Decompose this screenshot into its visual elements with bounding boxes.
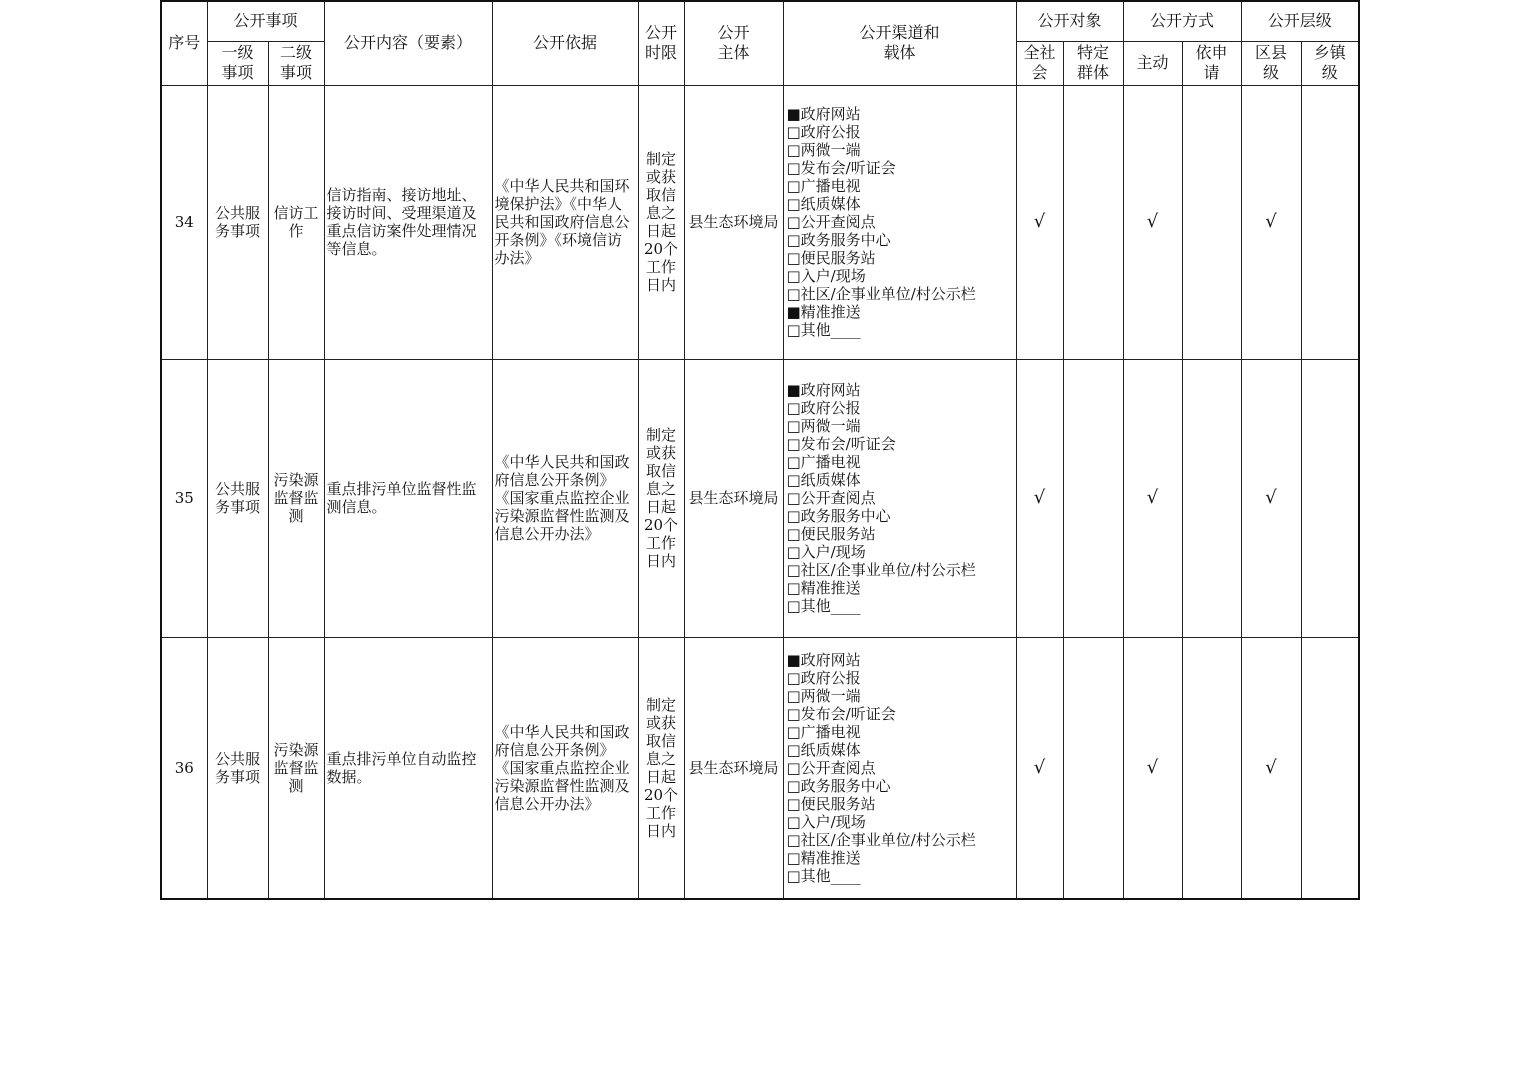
channel-option: □社区/企事业单位/村公示栏 <box>786 561 976 579</box>
channel-option: □入户/现场 <box>786 812 866 831</box>
cell-method-apply <box>1182 85 1241 359</box>
header-channels <box>783 1 1016 85</box>
cell-time-limit: 制定或获取信息之日起20个工作日内 <box>638 637 684 899</box>
channel-option: □政府公报 <box>786 668 861 687</box>
header-item-l2-text: 二级 事项 <box>279 43 312 82</box>
header-level: 公开层级 <box>1241 1 1359 41</box>
disclosure-table <box>160 0 1360 900</box>
channel-option: □政务服务中心 <box>786 231 891 249</box>
header-target-group <box>1063 41 1123 85</box>
channel-option: □发布会/听证会 <box>786 704 896 723</box>
cell-time-limit: 制定或获取信息之日起20个工作日内 <box>638 359 684 637</box>
header-target-all-text: 全社 会 <box>1023 43 1056 82</box>
table-row <box>161 85 1359 359</box>
cell-channels <box>783 637 1016 899</box>
channel-option: □社区/企事业单位/村公示栏 <box>786 830 976 849</box>
header-method-active: 主动 <box>1123 41 1182 85</box>
header-time-limit-text: 公开 时限 <box>644 23 677 63</box>
cell-time-limit: 制定或获取信息之日起20个工作日内 <box>638 85 684 359</box>
cell-l1: 公共服务事项 <box>207 359 268 637</box>
cell-method-active: √ <box>1123 637 1182 899</box>
cell-seq: 35 <box>161 359 207 637</box>
cell-method-apply <box>1182 359 1241 637</box>
cell-l1: 公共服务事项 <box>207 85 268 359</box>
header-method: 公开方式 <box>1123 1 1241 41</box>
header-basis: 公开依据 <box>492 1 638 85</box>
header-target: 公开对象 <box>1016 1 1123 41</box>
channel-option: □入户/现场 <box>786 267 866 285</box>
channel-option: □公开查阅点 <box>786 489 876 507</box>
channel-option: □便民服务站 <box>786 525 876 543</box>
cell-level-county: √ <box>1241 359 1301 637</box>
cell-level-town <box>1301 85 1359 359</box>
header-level-town <box>1301 41 1359 85</box>
channel-option: □政府公报 <box>786 399 861 417</box>
cell-l2: 污染源监督监测 <box>268 637 324 899</box>
channel-option: □精准推送 <box>786 579 861 597</box>
channel-option: □便民服务站 <box>786 794 876 813</box>
header-content: 公开内容（要素） <box>324 1 492 85</box>
channel-option: □精准推送 <box>786 848 861 867</box>
channel-option: □两微一端 <box>786 686 861 705</box>
cell-method-active: √ <box>1123 85 1182 359</box>
channel-option: ■精准推送 <box>786 303 861 321</box>
channel-option: □纸质媒体 <box>786 195 861 213</box>
cell-subject: 县生态环境局 <box>684 85 783 359</box>
cell-target-all: √ <box>1016 637 1063 899</box>
channel-option: □入户/现场 <box>786 543 866 561</box>
channel-option: □政府公报 <box>786 123 861 141</box>
cell-l2: 信访工作 <box>268 85 324 359</box>
channel-option: □纸质媒体 <box>786 471 861 489</box>
cell-method-apply <box>1182 637 1241 899</box>
header-method-apply-text: 依申 请 <box>1195 43 1228 82</box>
channel-option: ■政府网站 <box>786 381 861 399</box>
header-item-l2 <box>268 41 324 85</box>
channel-option: □便民服务站 <box>786 249 876 267</box>
table-row <box>161 637 1359 899</box>
channel-option: □社区/企事业单位/村公示栏 <box>786 285 976 303</box>
cell-target-group <box>1063 85 1123 359</box>
channel-option: ■政府网站 <box>786 650 861 669</box>
cell-seq: 36 <box>161 637 207 899</box>
cell-level-county: √ <box>1241 85 1301 359</box>
cell-target-group <box>1063 637 1123 899</box>
channel-option: □发布会/听证会 <box>786 159 896 177</box>
cell-content: 重点排污单位监督性监测信息。 <box>324 359 492 637</box>
cell-method-active: √ <box>1123 359 1182 637</box>
header-level-county-text: 区县 级 <box>1254 43 1287 82</box>
channel-option: □两微一端 <box>786 141 861 159</box>
cell-content: 信访指南、接访地址、接访时间、受理渠道及重点信访案件处理情况等信息。 <box>324 85 492 359</box>
cell-channels <box>783 85 1016 359</box>
cell-basis: 《中华人民共和国政府信息公开条例》《国家重点监控企业污染源监督性监测及信息公开办法》 <box>492 637 638 899</box>
channel-option: □两微一端 <box>786 417 861 435</box>
cell-seq: 34 <box>161 85 207 359</box>
cell-level-county: √ <box>1241 637 1301 899</box>
cell-level-town <box>1301 637 1359 899</box>
header-channels-text: 公开渠道和 载体 <box>859 23 940 63</box>
table-header <box>161 1 1359 85</box>
cell-subject: 县生态环境局 <box>684 359 783 637</box>
header-seq: 序号 <box>161 1 207 85</box>
channel-option: □纸质媒体 <box>786 740 861 759</box>
cell-channels <box>783 359 1016 637</box>
channel-option: □政务服务中心 <box>786 776 891 795</box>
header-item: 公开事项 <box>207 1 324 41</box>
header-target-all <box>1016 41 1063 85</box>
header-method-apply <box>1182 41 1241 85</box>
cell-basis: 《中华人民共和国政府信息公开条例》《国家重点监控企业污染源监督性监测及信息公开办法》 <box>492 359 638 637</box>
channel-option: □其他____ <box>786 866 861 885</box>
header-level-town-text: 乡镇 级 <box>1313 43 1346 82</box>
channel-option: □广播电视 <box>786 177 861 195</box>
channel-option: □发布会/听证会 <box>786 435 896 453</box>
cell-l2: 污染源监督监测 <box>268 359 324 637</box>
channel-option: □其他____ <box>786 321 861 339</box>
header-target-group-text: 特定 群体 <box>1076 43 1109 82</box>
header-subject-text: 公开 主体 <box>717 23 750 63</box>
cell-target-group <box>1063 359 1123 637</box>
cell-basis: 《中华人民共和国环境保护法》《中华人民共和国政府信息公开条例》《环境信访办法》 <box>492 85 638 359</box>
channel-option: □其他____ <box>786 597 861 615</box>
channel-option: □广播电视 <box>786 722 861 741</box>
cell-subject: 县生态环境局 <box>684 637 783 899</box>
header-time-limit <box>638 1 684 85</box>
header-item-l1-text: 一级 事项 <box>221 43 254 82</box>
channel-option: □公开查阅点 <box>786 213 876 231</box>
header-subject <box>684 1 783 85</box>
channel-option: □公开查阅点 <box>786 758 876 777</box>
cell-content: 重点排污单位自动监控数据。 <box>324 637 492 899</box>
cell-target-all: √ <box>1016 359 1063 637</box>
cell-target-all: √ <box>1016 85 1063 359</box>
header-item-l1 <box>207 41 268 85</box>
cell-level-town <box>1301 359 1359 637</box>
cell-l1: 公共服务事项 <box>207 637 268 899</box>
table-row <box>161 359 1359 637</box>
table-body <box>161 85 1359 899</box>
channel-option: □广播电视 <box>786 453 861 471</box>
channel-option: □政务服务中心 <box>786 507 891 525</box>
header-level-county <box>1241 41 1301 85</box>
channel-option: ■政府网站 <box>786 105 861 123</box>
